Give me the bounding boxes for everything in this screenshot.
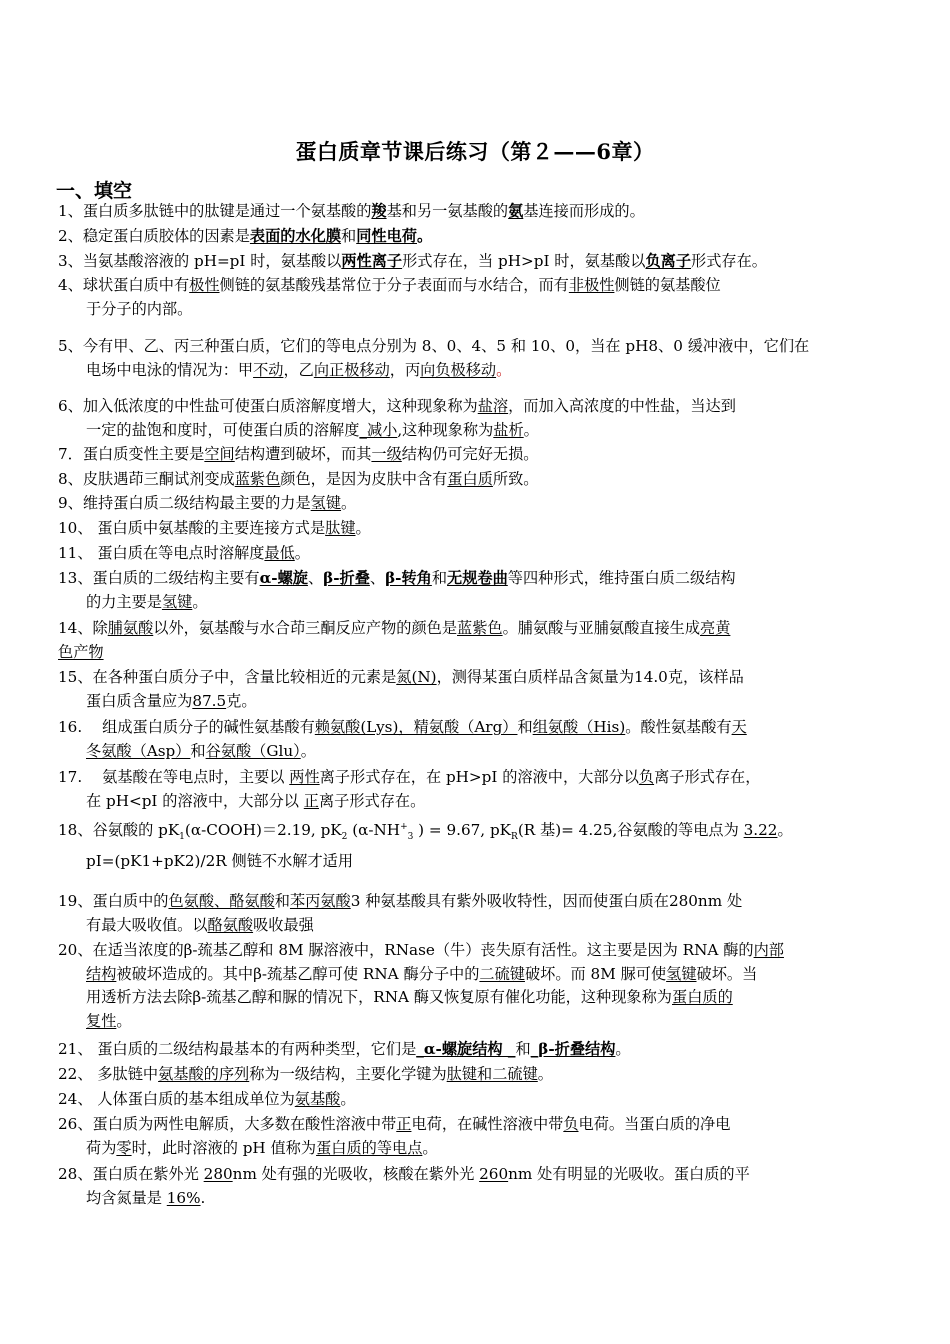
- q20-answer-4: 蛋白质的: [672, 988, 733, 1007]
- q13-text-2: 的力主要是: [86, 592, 162, 611]
- q14-text: 14、除: [58, 619, 108, 637]
- q18-text-1: 18、谷氨酸的 pK: [58, 821, 180, 840]
- q11-answer-1: 最低: [264, 544, 295, 562]
- q19-line-2: [58, 914, 888, 938]
- q28-answer-2: 260: [479, 1165, 509, 1183]
- q7-answer-1: 空间: [204, 445, 235, 463]
- q19-text: 19、蛋白质中的: [58, 892, 169, 910]
- q15-text-2: 蛋白质含量应为: [86, 691, 193, 710]
- q16-answer-1: 赖氨酸(Lys)，精氨酸（Arg）: [314, 718, 518, 736]
- q8-text: 8、皮肤遇茚三酮试剂变成: [58, 470, 235, 488]
- q5-text-2: 电场中电泳的情况为：甲: [86, 360, 254, 379]
- q2-answer-1: 表面的水化膜: [249, 227, 342, 245]
- question-20: [58, 939, 888, 1033]
- q16-text-mid-2: 。酸性氨基酸有: [625, 718, 732, 736]
- question-14: [58, 617, 888, 664]
- q28-text-mid: nm 处有强的光吸收，核酸在紫外光: [232, 1165, 480, 1183]
- q4-answer-2: 非极性: [568, 276, 615, 294]
- q8-answer-2: 蛋白质: [447, 470, 493, 488]
- q14-answer-1: 脯氨酸: [107, 619, 154, 637]
- q5-line-2: [58, 359, 888, 383]
- q14-answer-2: 蓝紫色: [457, 619, 503, 637]
- q18-sub-2: 2: [341, 832, 348, 843]
- q15-text: 15、在各种蛋白质分子中，含量比较相近的元素是: [58, 668, 397, 686]
- q15-line-2: [58, 690, 888, 714]
- q7-answer-2: 一级: [371, 445, 402, 463]
- q1-answer-2: 氨: [508, 202, 524, 220]
- question-7: [58, 443, 888, 467]
- q18-sup-3: +: [400, 822, 408, 832]
- q7-text-end: 结构仍可完好无损。: [401, 445, 539, 463]
- q6-line-2: [58, 419, 888, 443]
- q15-answer-1: 氮(N): [396, 668, 437, 686]
- q2-text-end: 。: [416, 227, 433, 245]
- q16-answer-4: 谷氨酸（Glu）: [205, 741, 301, 760]
- question-5: [58, 335, 888, 382]
- q13-text: 13、蛋白质的二级结构主要有: [58, 569, 260, 587]
- q6-text-2: 一定的盐饱和度时，可使蛋白质的溶解度: [86, 420, 360, 439]
- q21-answer-1: _α-螺旋结构 _: [416, 1040, 516, 1058]
- q19-text-2: 有最大吸收值。以: [86, 915, 208, 934]
- q6-text-mid: ，而加入高浓度的中性盐，当达到: [508, 397, 736, 415]
- q20-answer-2: 二硫键: [479, 964, 525, 983]
- q15-answer-2: 87.5: [192, 691, 227, 710]
- q8-answer-1: 蓝紫色: [234, 470, 281, 488]
- question-1: [58, 200, 888, 224]
- q13-answer-3: β-转角: [385, 569, 432, 587]
- q4-text-end: 侧链的氨基酸位: [614, 276, 721, 294]
- q8-text-end: 所致。: [492, 470, 539, 488]
- q21-text-end: 。: [615, 1040, 631, 1058]
- q2-text-mid: 和: [341, 227, 357, 245]
- q2-answer-2: 同性电荷: [356, 227, 417, 245]
- q19-text-end: 吸收最强: [253, 915, 314, 934]
- question-18: [58, 816, 888, 873]
- q24-text: 24、 人体蛋白质的基本组成单位为: [58, 1090, 295, 1108]
- question-19: [58, 890, 888, 937]
- question-10: [58, 517, 888, 541]
- q15-text-end: 克。: [226, 691, 257, 710]
- q17-text: 17. 氨基酸在等电点时，主要以: [58, 768, 290, 786]
- q8-text-mid: 颜色，是因为皮肤中含有: [280, 470, 448, 488]
- q26-answer-2: 负: [563, 1115, 579, 1133]
- q17-text-mid-2: 离子形式存在，: [654, 768, 761, 786]
- q5-answer-3: 向负极移动: [420, 360, 497, 379]
- q16-line-2: [58, 740, 888, 764]
- q6-answer-2: _减小: [359, 420, 398, 439]
- q5-answer-2: 向正极移动: [313, 360, 390, 379]
- q4-answer-1: 极性: [189, 276, 220, 294]
- question-17: [58, 766, 888, 813]
- q9-answer-1: 氢键: [310, 494, 342, 512]
- q26-answer-4: 蛋白质的等电点: [316, 1138, 423, 1157]
- q19-answer-2: 苯丙氨酸: [289, 892, 351, 910]
- q17-answer-2: 负: [638, 768, 655, 786]
- q5-text: 5、今有甲、乙、丙三种蛋白质，它们的等电点分别为 8、0、4、5 和 10、0，当在 pH8、0 缓冲液中，它们在: [58, 337, 810, 355]
- q14-answer-3-cont: 色产物: [58, 642, 104, 661]
- q28-text-mid-2: nm 处有明显的光吸收。蛋白质的平: [508, 1165, 750, 1183]
- q18-sub-3: 3: [407, 832, 414, 843]
- q20-text-mid-2: 破坏。而 8M 脲可使: [524, 964, 667, 983]
- q16-answer-2: 组氨酸（His): [532, 718, 626, 736]
- q20-text: 20、在适当浓度的β-巯基乙醇和 8M 脲溶液中，RNase（牛）丧失原有活性。这主要是因为 RNA 酶的: [58, 941, 754, 959]
- question-6: [58, 395, 888, 442]
- question-22: [58, 1063, 888, 1087]
- q13-text-mid: 等四种形式，维持蛋白质二级结构: [507, 569, 736, 587]
- question-28: [58, 1163, 888, 1210]
- q17-line-2: [58, 790, 888, 814]
- q6-answer-1: 盐溶: [477, 397, 509, 415]
- q15-text-mid: ，测得某蛋白质样品含氮量为14.0克，该样品: [436, 668, 744, 686]
- q28-answer-1: 280: [203, 1165, 233, 1183]
- q4-continuation: 于分子的内部。: [86, 299, 193, 318]
- q20-answer-4-cont: 复性: [86, 1011, 117, 1030]
- q14-answer-3: 亮黄: [700, 619, 731, 637]
- q16-answer-3: 天: [731, 718, 747, 736]
- q1-text-mid: 基和另一氨基酸的: [386, 202, 509, 220]
- q13-sep-1: 、: [307, 569, 324, 587]
- q5-sep-2: ，丙: [389, 360, 421, 379]
- q26-text: 26、蛋白质为两性电解质，大多数在酸性溶液中带: [58, 1115, 397, 1133]
- q9-text: 9、维持蛋白质二级结构最主要的力是: [58, 494, 311, 512]
- question-2: [58, 225, 888, 249]
- q20-line-4: [58, 1010, 888, 1034]
- question-13: [58, 567, 888, 614]
- q20-answer-1: 内部: [753, 941, 784, 959]
- q14-text-mid-2: 。脯氨酸与亚脯氨酸直接生成: [502, 619, 701, 637]
- q21-text-mid: 和: [515, 1040, 531, 1058]
- q18-answer-1: 3.22: [743, 821, 778, 840]
- q26-text-2: 荷为: [86, 1138, 117, 1157]
- q18-text-3: (α-NH: [347, 821, 401, 840]
- q6-text: 6、加入低浓度的中性盐可使蛋白质溶解度增大，这种现象称为: [58, 397, 478, 415]
- q3-text-mid: 形式存在，当 pH>pI 时，氨基酸以: [402, 252, 646, 270]
- q13-answer-2: β-折叠: [323, 569, 370, 587]
- q18-text-2: (α-COOH)＝2.19, pK: [184, 821, 342, 840]
- q19-text-mid: 和: [274, 892, 290, 910]
- q17-text-2: 在 pH<pI 的溶液中，大部分以: [86, 791, 304, 810]
- q10-text: 10、 蛋白质中氨基酸的主要连接方式是: [58, 519, 326, 537]
- section-heading: 一、填空: [56, 180, 133, 202]
- q17-answer-1: 两性: [289, 768, 320, 786]
- q13-sep-2: 、: [369, 569, 386, 587]
- q26-answer-1: 正: [396, 1115, 412, 1133]
- q16-answer-3-cont: 冬氨酸（Asp）: [86, 741, 191, 760]
- q17-text-end: 离子形式存在。: [318, 791, 426, 810]
- q19-answer-3: 酪氨酸: [207, 915, 254, 934]
- question-9: [58, 492, 888, 516]
- q22-text-mid: 称为一级结构，主要化学键为: [249, 1065, 447, 1083]
- q28-line-2: [58, 1187, 888, 1211]
- q22-answer-1: 氨基酸的序列: [158, 1065, 250, 1083]
- q1-text: 1、蛋白质多肽链中的肽键是通过一个氨基酸的: [58, 202, 372, 220]
- q26-text-mid-2: 电荷。当蛋白质的净电: [578, 1115, 731, 1133]
- q13-answer-5: 氢键: [161, 592, 193, 611]
- q9-text-end: 。: [341, 494, 357, 512]
- q16-text-end: 。: [300, 741, 316, 760]
- q22-text: 22、 多肽链中: [58, 1065, 159, 1083]
- q6-text-mid-2: ,这种现象称为: [397, 420, 494, 439]
- q26-text-mid: 电荷，在碱性溶液中带: [411, 1115, 564, 1133]
- q26-answer-3: 零: [116, 1138, 132, 1157]
- q28-text-end: .: [200, 1188, 206, 1207]
- q18-note: pI=(pK1+pK2)/2R 侧链不水解才适用: [86, 851, 354, 870]
- q13-line-2: [58, 591, 888, 615]
- q20-text-mid-3: 破坏。当: [696, 964, 758, 983]
- q20-line-3: [58, 986, 888, 1010]
- q16-sep: 和: [190, 741, 206, 760]
- q28-answer-3: 16%: [166, 1188, 201, 1207]
- q18-text-5: (R 基)= 4.25,谷氨酸的等电点为: [517, 821, 744, 840]
- q5-text-end: 。: [496, 360, 512, 379]
- q4-text: 4、球状蛋白质中有: [58, 276, 190, 294]
- q18-sub-1: 1: [179, 832, 185, 843]
- question-15: [58, 666, 888, 713]
- q13-sep-3: 和: [431, 569, 448, 587]
- q26-line-2: [58, 1137, 888, 1161]
- q17-text-mid: 离子形式存在，在 pH>pI 的溶液中，大部分以: [319, 768, 639, 786]
- q6-answer-3: 盐析: [493, 420, 524, 439]
- question-3: [58, 250, 888, 274]
- q20-answer-3: 氢键: [666, 964, 697, 983]
- question-4: [58, 274, 888, 321]
- q24-answer-1: 氨基酸: [294, 1090, 341, 1108]
- q20-text-3: 用透析方法去除β-巯基乙醇和脲的情况下，RNA 酶又恢复原有催化功能，这种现象称为: [86, 988, 672, 1007]
- q14-text-mid: 以外，氨基酸与水合茚三酮反应产物的颜色是: [153, 619, 458, 637]
- q16-text: 16. 组成蛋白质分子的碱性氨基酸有: [58, 718, 315, 736]
- q28-text-2: 均含氮量是: [86, 1188, 167, 1207]
- q22-text-end: 。: [537, 1065, 553, 1083]
- q5-sep-1: ，乙: [283, 360, 314, 379]
- q1-text-end: 基连接而形成的。: [523, 202, 645, 220]
- q7-text: 7．蛋白质变性主要是: [58, 445, 205, 463]
- q22-answer-2: 肽键和二硫键: [446, 1065, 538, 1083]
- q2-text: 2、稳定蛋白质胶体的因素是: [58, 227, 250, 245]
- question-21: [58, 1038, 888, 1062]
- q16-text-mid: 和: [517, 718, 533, 736]
- q3-text: 3、当氨基酸溶液的 pH=pI 时，氨基酸以: [58, 252, 342, 270]
- q3-answer-1: 两性离子: [341, 252, 403, 270]
- q10-text-end: 。: [355, 519, 371, 537]
- q10-answer-1: 肽键: [325, 519, 356, 537]
- q5-answer-1: 不动: [253, 360, 284, 379]
- question-26: [58, 1113, 888, 1160]
- q26-text-end: 。: [422, 1138, 438, 1157]
- question-8: [58, 468, 888, 492]
- q24-text-end: 。: [340, 1090, 356, 1108]
- q6-text-end: 。: [523, 420, 539, 439]
- question-24: [58, 1088, 888, 1112]
- q20-text-end: 。: [116, 1011, 132, 1030]
- q13-answer-4: 无规卷曲: [447, 569, 508, 587]
- question-16: [58, 716, 888, 763]
- q19-text-mid-2: 3 种氨基酸具有紫外吸收特性，因而使蛋白质在280nm 处: [350, 892, 743, 910]
- q18-text-end: 。: [777, 821, 793, 840]
- q21-text: 21、 蛋白质的二级结构最基本的有两种类型，它们是: [58, 1040, 417, 1058]
- q11-text: 11、 蛋白质在等电点时溶解度: [58, 544, 265, 562]
- q18-sub-r: R: [511, 832, 518, 843]
- q19-answer-1: 色氨酸、酪氨酸: [168, 892, 275, 910]
- q13-answer-1: α-螺旋: [259, 569, 308, 587]
- page-title: 蛋白质章节课后练习（第２——6章）: [295, 139, 655, 164]
- q20-answer-1-cont: 结构: [86, 964, 117, 983]
- q13-text-end: 。: [192, 592, 208, 611]
- q20-line-2: [58, 963, 888, 987]
- q21-answer-2: _β-折叠结构: [530, 1040, 616, 1058]
- q3-text-end: 形式存在。: [691, 252, 767, 270]
- q26-text-mid-3: 时，此时溶液的 pH 值称为: [131, 1138, 317, 1157]
- question-11: [58, 542, 888, 566]
- q11-text-end: 。: [294, 544, 310, 562]
- q3-answer-2: 负离子: [645, 252, 691, 270]
- q18-text-4: ) = 9.67, pK: [413, 821, 512, 840]
- q28-text: 28、蛋白质在紫外光: [58, 1165, 204, 1183]
- q7-text-mid: 结构遭到破坏，而其: [234, 445, 372, 463]
- q20-text-mid: 被破坏造成的。其中β-巯基乙醇可使 RNA 酶分子中的: [116, 964, 480, 983]
- q1-answer-1: 羧: [371, 202, 387, 220]
- q4-text-mid: 侧链的氨基酸残基常位于分子表面而与水结合，而有: [219, 276, 569, 294]
- q17-answer-3: 正: [303, 791, 319, 810]
